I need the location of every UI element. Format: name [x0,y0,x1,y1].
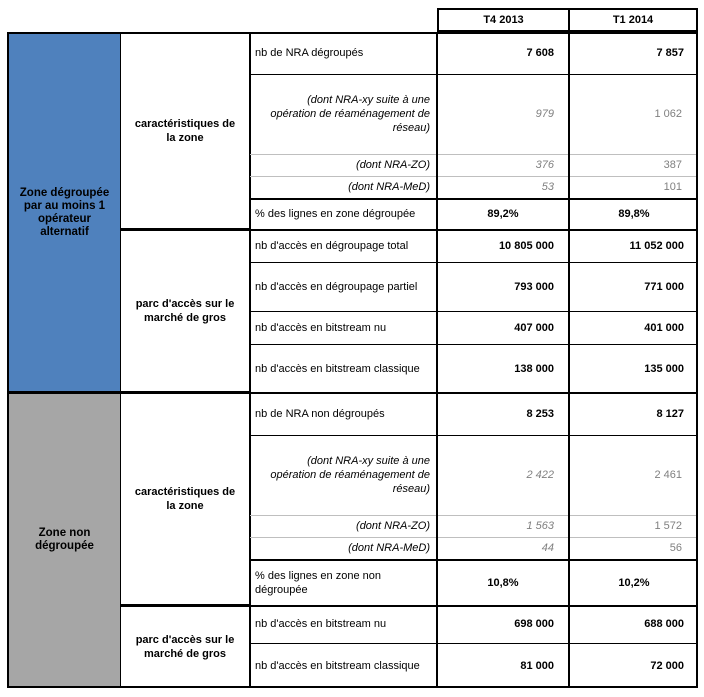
value-t4-2013: 376 [535,159,554,171]
value-t1-2014: 1 572 [654,520,682,532]
value-t1-2014: 56 [669,542,682,554]
value-t4-2013: 698 000 [514,618,554,630]
row-label: (dont NRA-xy suite à une opération de réaménagement de réseau) [270,455,430,495]
zone1-parc-acces-label: parc d'accès sur le marché de gros [121,229,251,393]
value-t1-2014: 2 461 [654,469,682,481]
value-t1-2014: 135 000 [644,362,684,375]
row-label: nb de NRA dégroupés [255,47,364,59]
row-label: % des lignes en zone non dégroupée [255,569,381,596]
row-label: nb d'accès en bitstream classique [255,362,420,375]
row-label: nb d'accès en dégroupage partiel [255,280,418,293]
row-label: (dont NRA-xy suite à une opération de réaménagement de réseau) [270,94,430,134]
col-divider-2 [568,32,570,688]
value-t1-2014: 688 000 [644,618,684,630]
row-label: nb d'accès en bitstream classique [255,659,420,672]
zone-degroupee-label: Zone dégroupée par au moins 1 opérateur alternatif [7,32,122,393]
row-label: (dont NRA-MeD) [348,542,430,554]
zone2-parc-acces-label: parc d'accès sur le marché de gros [121,605,251,688]
value-t1-2014: 387 [663,159,682,171]
value-t4-2013: 10 805 000 [498,239,554,252]
value-t4-2013: 44 [541,542,554,554]
row-label: nb d'accès en bitstream nu [255,618,387,630]
value-t4-2013: 89,2% [487,207,519,220]
value-t1-2014: 7 857 [656,47,684,59]
zone1-caracteristiques-label: caractéristiques de la zone [121,32,251,230]
value-t1-2014: 101 [663,181,682,193]
value-t1-2014: 8 127 [656,407,684,420]
value-t4-2013: 10,8% [487,576,519,589]
row-label: (dont NRA-MeD) [348,181,430,193]
zone2-caracteristiques-label: caractéristiques de la zone [121,392,251,606]
row-label: nb d'accès en dégroupage total [255,239,409,252]
zone-non-degroupee-label: Zone non dégroupée [7,392,122,688]
row-label: nb de NRA non dégroupés [255,407,385,420]
row-label: (dont NRA-ZO) [356,159,430,171]
header-col-t4-2013: T4 2013 [437,8,570,32]
value-t4-2013: 793 000 [514,280,554,293]
value-t4-2013: 2 422 [526,469,554,481]
value-t4-2013: 979 [535,108,554,120]
value-t1-2014: 1 062 [654,108,682,120]
value-t4-2013: 407 000 [514,321,554,334]
header-col-t1-2014: T1 2014 [568,8,698,32]
row-label: nb d'accès en bitstream nu [255,321,387,334]
value-t1-2014: 10,2% [618,576,650,589]
value-t4-2013: 1 563 [526,520,554,532]
row-label: % des lignes en zone dégroupée [255,207,416,220]
value-t1-2014: 11 052 000 [629,239,684,252]
value-t1-2014: 72 000 [650,659,684,672]
value-t4-2013: 8 253 [526,407,554,420]
value-t1-2014: 771 000 [644,280,684,293]
value-t4-2013: 7 608 [526,47,554,59]
value-t1-2014: 401 000 [644,321,684,334]
value-t4-2013: 53 [541,181,554,193]
value-t4-2013: 81 000 [520,659,554,672]
value-t4-2013: 138 000 [514,362,554,375]
value-t1-2014: 89,8% [618,207,650,220]
row-label: (dont NRA-ZO) [356,520,430,532]
col-divider-1 [436,32,438,688]
